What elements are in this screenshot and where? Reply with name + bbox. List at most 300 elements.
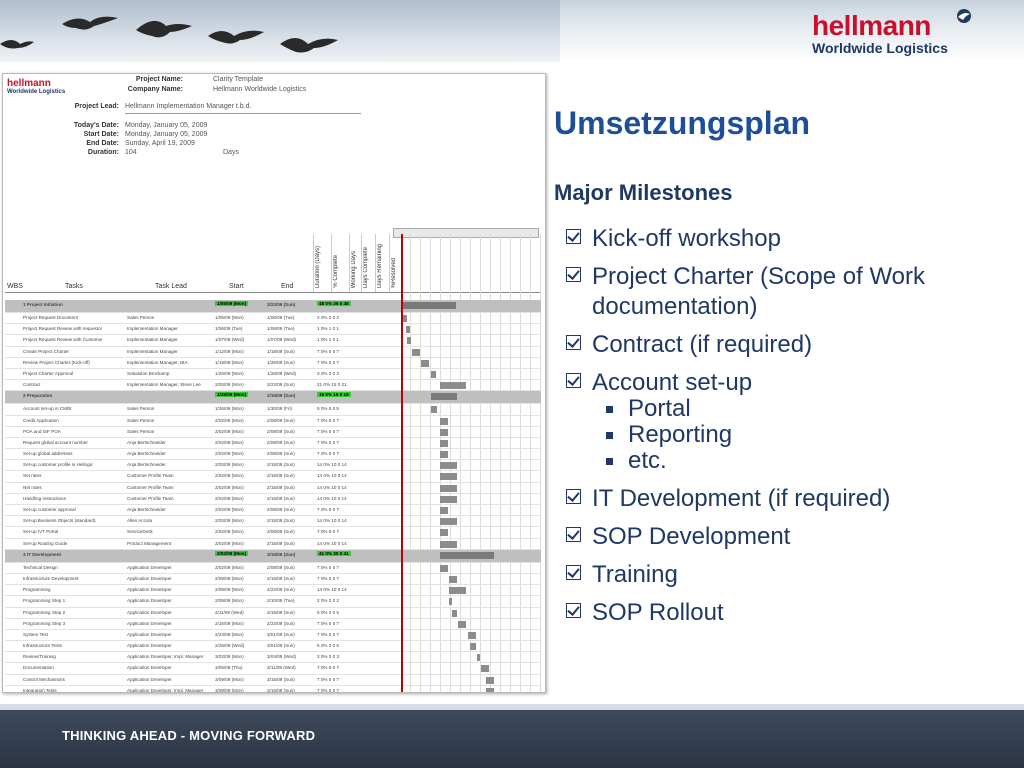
task-metrics: 14 0% 10 0 14	[317, 473, 347, 479]
logo-wordmark: hellmann	[812, 10, 931, 41]
task-lead: Sales Person	[127, 428, 155, 434]
task-start: 2/02/09 (Mon)	[215, 540, 244, 546]
task-row	[5, 460, 541, 471]
gantt-bar	[403, 315, 407, 322]
gantt-bar	[440, 552, 494, 559]
task-metrics: 19 0% 15 0 19	[319, 392, 349, 398]
task-metrics: 1 0% 1 0 1	[317, 337, 339, 343]
col-wbs: WBS	[7, 283, 23, 290]
task-metrics: 7 0% 5 0 7	[317, 631, 339, 637]
slide-title: Umsetzungsplan	[554, 105, 811, 141]
task-name: Net rates	[23, 484, 42, 490]
gantt-bar	[440, 529, 448, 536]
task-row	[5, 335, 541, 346]
col-resolved: %Resolved	[389, 234, 400, 292]
task-start: 2/02/09 (Mon)	[215, 529, 244, 535]
task-metrics: 41 0% 30 0 41	[319, 550, 349, 556]
task-row	[5, 516, 541, 527]
task-rows	[5, 300, 541, 693]
task-metrics: 7 0% 5 0 7	[317, 665, 339, 671]
col-tasks: Tasks	[65, 283, 83, 290]
task-row	[5, 630, 541, 641]
gantt-bar	[440, 418, 448, 425]
col-duration: Duration (Days)	[313, 234, 324, 292]
task-start: 1/07/09 (Wed)	[215, 337, 245, 343]
task-lead: Application Developer	[127, 631, 172, 637]
task-metrics: 7 0% 5 0 7	[317, 428, 339, 434]
task-end: 2/08/09 (Sun)	[267, 439, 295, 445]
task-metrics: 3 0% 3 0 3	[317, 654, 339, 660]
gantt-bar	[458, 621, 466, 628]
task-name: Project Request Review with Customer	[23, 337, 103, 343]
task-row	[5, 380, 541, 391]
project-name-label: Project Name:	[135, 76, 183, 83]
task-name: Set-up global addresses	[23, 451, 73, 457]
task-start: 1/12/09 (Mon)	[215, 348, 244, 354]
task-name: Project Charter Approval	[23, 370, 74, 376]
task-end: 2/08/09 (Sun)	[267, 451, 295, 457]
task-lead: Anja Bertschneider	[127, 462, 166, 468]
task-end: 2/22/09 (Sun)	[267, 620, 295, 626]
task-metrics: 7 0% 5 0 7	[317, 687, 339, 693]
task-end: 3/01/09 (Sun)	[267, 631, 295, 637]
col-pct-complete: % Complete	[331, 234, 342, 292]
task-start: 3/09/09 (Mon)	[215, 687, 244, 693]
task-metrics: 7 0% 5 0 7	[317, 417, 339, 423]
task-row	[5, 619, 541, 630]
task-name: Programming	[23, 587, 51, 593]
task-end: 2/15/09 (Sun)	[267, 473, 295, 479]
gantt-bar	[486, 688, 494, 693]
task-lead: Customer Profile Team	[127, 495, 174, 501]
gantt-bar	[449, 587, 466, 594]
todays-date-label: Today's Date:	[73, 122, 119, 129]
task-end: 3/01/09 (Sun)	[267, 643, 295, 649]
col-end: End	[281, 283, 294, 290]
task-metrics: 7 0% 5 0 7	[317, 439, 339, 445]
task-lead: ServiceDesk	[127, 529, 153, 535]
task-start: 1/06/09 (Tue)	[215, 326, 243, 332]
start-date-label: Start Date:	[83, 131, 119, 138]
task-name: Set-up IVT Portal	[23, 529, 59, 535]
footer-bar	[0, 710, 1024, 768]
gantt-bar	[440, 496, 457, 503]
checkbox-checked-icon	[566, 267, 581, 282]
task-name: System Test	[23, 631, 48, 637]
task-metrics: 48 0% 36 0 48	[319, 301, 349, 306]
task-lead: Application Developer	[127, 609, 172, 615]
task-name: Project Request Review with requestor	[23, 326, 103, 332]
task-name: Project Request Document	[23, 315, 78, 320]
gantt-bar	[440, 507, 448, 514]
task-end: 1/25/09 (Sun)	[267, 359, 295, 365]
task-start: 2/09/09 (Mon)	[215, 575, 244, 581]
square-bullet-icon	[606, 432, 613, 439]
task-row	[5, 652, 541, 663]
duration-label: Duration:	[87, 149, 119, 156]
task-lead: Anja Bertschneider	[127, 439, 166, 445]
task-start: 3/02/09 (Mon)	[215, 654, 244, 660]
checkbox-checked-icon	[566, 603, 581, 618]
task-end: 1/06/09 (Tue)	[267, 315, 295, 320]
today-marker-line	[401, 234, 403, 693]
task-lead: Customer Profile Team	[127, 473, 174, 479]
task-end: 1/30/09 (Fri)	[267, 406, 293, 412]
milestone-label: IT Development (if required)	[592, 485, 891, 512]
square-bullet-icon	[606, 406, 613, 413]
task-name: Contract	[23, 382, 41, 388]
gantt-bar	[406, 326, 410, 333]
gantt-bar	[431, 406, 438, 413]
task-metrics: 21 0% 15 0 21	[317, 382, 347, 388]
task-end: 2/22/09 (Sun)	[267, 302, 296, 307]
task-row	[5, 449, 541, 460]
task-end: 1/06/09 (Tue)	[267, 326, 295, 332]
task-row	[5, 527, 541, 538]
gantt-bar	[470, 643, 475, 650]
task-end: 2/15/09 (Sun)	[267, 575, 295, 581]
task-start: 2/02/09 (Mon)	[215, 462, 244, 468]
task-lead: Application Developer	[127, 665, 172, 671]
task-metrics: 14 0% 10 0 14	[317, 518, 347, 524]
task-metrics: 7 0% 5 0 7	[317, 359, 339, 365]
task-name: Technical Design	[23, 564, 58, 570]
task-metrics: 7 0% 5 0 7	[317, 529, 339, 535]
task-end: 2/22/09 (Sun)	[267, 382, 295, 388]
milestone-item	[566, 560, 1016, 590]
phase-row	[5, 391, 541, 404]
square-bullet-icon	[606, 458, 613, 465]
task-lead: Application Developer	[127, 620, 172, 626]
task-name: Review Project Charter (Kick-off)	[23, 359, 90, 365]
task-row	[5, 596, 541, 607]
goose-image	[134, 12, 194, 42]
col-task-lead: Task Lead	[155, 283, 187, 290]
task-row	[5, 641, 541, 652]
header-banner	[0, 0, 1024, 62]
checkbox-checked-icon	[566, 335, 581, 350]
gantt-bar	[412, 349, 420, 356]
task-start: 2/25/09 (Wed)	[215, 643, 245, 649]
task-row	[5, 539, 541, 550]
task-row	[5, 416, 541, 427]
phase-row	[5, 550, 541, 563]
col-working-days: Working Days	[349, 234, 360, 292]
task-lead: Application Developer, Impl. Manager	[127, 654, 204, 660]
milestone-subitem-label: etc.	[628, 447, 667, 474]
milestone-item	[566, 484, 1016, 514]
milestone-subitem	[566, 446, 1016, 476]
gantt-bar	[440, 462, 457, 469]
task-start: 1/19/09 (Mon)	[215, 359, 244, 365]
gantt-bar	[477, 654, 480, 661]
task-lead: Implementation Manager	[127, 337, 178, 343]
sky-banner-image	[0, 0, 560, 62]
goose-image	[60, 10, 120, 34]
task-end: 2/08/09 (Sun)	[267, 417, 295, 423]
task-row	[5, 608, 541, 619]
task-start: 2/02/09 (Mon)	[215, 484, 244, 490]
task-name: Programming Step 1	[23, 598, 66, 604]
task-row	[5, 438, 541, 449]
task-start: 1/05/09 (Mon)	[215, 315, 244, 320]
task-row	[5, 324, 541, 335]
task-lead: Implementation Manager, IBA	[127, 359, 188, 365]
checkbox-checked-icon	[566, 229, 581, 244]
milestone-label: Contract (if required)	[592, 331, 813, 358]
project-lead-label: Project Lead:	[74, 103, 119, 110]
goose-image	[0, 34, 34, 54]
task-start: 2/02/09 (Mon)	[215, 564, 244, 570]
task-start: 2/11/09 (Wed)	[215, 609, 244, 615]
task-row	[5, 347, 541, 358]
gantt-bar	[449, 598, 452, 605]
gantt-bar	[481, 665, 489, 672]
checkbox-checked-icon	[566, 527, 581, 542]
task-start: 2/02/09 (Mon)	[215, 473, 244, 479]
task-metrics: 14 0% 10 0 14	[317, 587, 347, 593]
checkbox-checked-icon	[566, 565, 581, 580]
col-days-complete: Days Complete	[361, 234, 372, 292]
task-metrics: 14 0% 10 0 14	[317, 540, 347, 546]
task-lead: Implementation Manager	[127, 326, 178, 332]
task-start: 2/09/09 (Mon)	[215, 598, 244, 604]
gantt-bar	[440, 382, 466, 389]
gantt-bar	[440, 451, 448, 458]
task-row	[5, 563, 541, 574]
task-start: 1/26/09 (Mon)	[217, 392, 247, 398]
milestone-sublist	[566, 394, 1016, 476]
checkbox-checked-icon	[566, 489, 581, 504]
task-start: 1/05/09 (Mon)	[217, 301, 247, 306]
task-end: 2/15/09 (Sun)	[267, 609, 295, 615]
task-metrics: 7 0% 5 0 7	[317, 575, 339, 581]
milestone-label: Project Charter (Scope of Work documentation)	[592, 263, 926, 320]
project-name-value: Clarity Template	[213, 76, 264, 83]
task-name: 3 IT Development	[23, 551, 62, 557]
task-metrics: 14 0% 10 0 14	[317, 484, 347, 490]
task-lead: Application Developer	[127, 575, 172, 581]
footer-tagline: THINKING AHEAD - MOVING FORWARD	[62, 728, 316, 743]
milestone-list	[566, 224, 1016, 636]
task-row	[5, 483, 541, 494]
company-name-value: Hellmann Worldwide Logistics	[213, 86, 307, 93]
start-date-value: Monday, January 05, 2009	[125, 131, 208, 138]
task-end: 1/18/09 (Sun)	[267, 348, 295, 354]
hellmann-logo	[808, 8, 1008, 58]
task-lead: Implementation Manager, Steve Lee	[127, 382, 201, 388]
milestone-item	[566, 522, 1016, 552]
gantt-bar	[421, 360, 429, 367]
gantt-bar	[440, 485, 457, 492]
milestone-label: SOP Development	[592, 523, 791, 550]
milestone-subitem-label: Portal	[628, 395, 691, 422]
task-metrics: 2 0% 2 0 2	[317, 598, 339, 604]
task-name: Control Mechanisms	[23, 676, 65, 682]
task-name: 1 Project Initiation	[23, 302, 63, 307]
milestone-subitem-label: Reporting	[628, 421, 733, 448]
gantt-bar	[452, 610, 457, 617]
company-name-label: Company Name:	[127, 86, 183, 93]
milestone-item	[566, 224, 1016, 254]
task-metrics: 14 0% 10 0 14	[317, 495, 347, 501]
gantt-bar	[486, 677, 494, 684]
task-end: 3/04/09 (Wed)	[267, 654, 297, 660]
task-name: Create Project Charter	[23, 348, 69, 354]
task-name: Account set-up in CM/B	[23, 406, 72, 412]
gantt-bar	[440, 440, 448, 447]
task-start: 2/09/09 (Mon)	[215, 587, 244, 593]
task-name: Review/Training	[23, 654, 56, 660]
task-end: 2/15/09 (Sun)	[267, 540, 295, 546]
task-start: 2/16/09 (Mon)	[215, 620, 244, 626]
task-lead: Sales Person	[127, 315, 155, 320]
gantt-bar	[407, 337, 411, 344]
task-start: 2/02/09 (Mon)	[215, 495, 244, 501]
gantt-bar	[440, 565, 448, 572]
task-end: 1/07/09 (Wed)	[267, 337, 297, 343]
project-lead-underline	[125, 113, 361, 114]
task-metrics: 3 0% 3 0 3	[317, 370, 339, 376]
task-metrics: 5 0% 5 0 5	[317, 406, 339, 412]
task-lead: Application Developer	[127, 643, 172, 649]
milestone-label: Account set-up	[592, 369, 753, 396]
task-end: 2/08/09 (Sun)	[267, 428, 295, 434]
milestone-label: SOP Rollout	[592, 599, 724, 626]
task-name: Handling Instructions	[23, 495, 66, 501]
task-name: POA and ISF POA	[23, 428, 61, 434]
task-name: 2 Preparation	[23, 393, 53, 399]
task-row	[5, 427, 541, 438]
task-metrics: 7 0% 5 0 7	[317, 676, 339, 682]
task-start: 2/02/09 (Mon)	[215, 439, 244, 445]
goose-image	[278, 28, 340, 56]
slide-subtitle: Major Milestones	[554, 180, 733, 205]
task-row	[5, 505, 541, 516]
task-row	[5, 471, 541, 482]
project-lead-value: Hellmann Implementation Manager t.b.d.	[125, 103, 252, 110]
task-end: 2/08/09 (Sun)	[267, 529, 295, 535]
task-metrics: 7 0% 5 0 7	[317, 507, 339, 512]
task-metrics: 7 0% 5 0 7	[317, 348, 339, 354]
milestone-item	[566, 598, 1016, 628]
task-end: 3/15/09 (Sun)	[267, 676, 295, 682]
phase-row	[5, 300, 541, 313]
task-row	[5, 313, 541, 324]
task-lead: Allen Accola	[127, 518, 153, 524]
task-end: 2/15/09 (Sun)	[267, 484, 295, 490]
task-metrics: 2 0% 2 0 2	[317, 315, 339, 320]
gantt-bar	[403, 302, 456, 309]
gantt-bar	[431, 393, 457, 400]
task-lead: Application Developer	[127, 676, 172, 682]
col-start: Start	[229, 283, 244, 290]
milestone-label: Training	[592, 561, 678, 588]
task-lead: Anja Bertschneider	[127, 507, 166, 512]
task-row	[5, 369, 541, 380]
task-end: 1/28/09 (Wed)	[267, 370, 297, 376]
task-start: 1/26/09 (Mon)	[215, 406, 244, 412]
task-metrics: 7 0% 5 0 7	[317, 451, 339, 457]
task-lead: Sebastian Brockamp	[127, 370, 170, 376]
gantt-bar	[468, 632, 476, 639]
end-date-value: Sunday, April 19, 2009	[125, 140, 195, 147]
task-lead: Product Management	[127, 540, 171, 546]
task-start: 3/05/09 (Thu)	[215, 665, 243, 671]
task-name: Request global account number	[23, 439, 88, 445]
task-metrics: 7 0% 5 0 7	[317, 620, 339, 626]
task-end: 3/11/09 (Wed)	[267, 665, 296, 671]
task-name: Infrastructure Tests	[23, 643, 62, 649]
task-name: Integration Tests	[23, 687, 57, 693]
task-row	[5, 686, 541, 693]
col-days-remaining: Days Remaining	[375, 234, 386, 292]
task-row	[5, 358, 541, 369]
gantt-bar	[440, 518, 457, 525]
task-start: 2/02/09 (Mon)	[215, 518, 244, 524]
task-start: 2/02/09 (Mon)	[215, 507, 244, 512]
task-lead: Anja Bertschneider	[127, 451, 166, 457]
task-name: Programming Step 2	[23, 609, 66, 615]
duration-unit: Days	[223, 149, 239, 156]
task-lead: Customer Profile Team	[127, 484, 174, 490]
task-end: 3/15/09 (Sun)	[267, 687, 295, 693]
task-end: 2/15/09 (Sun)	[267, 518, 295, 524]
gantt-bar	[440, 429, 448, 436]
task-end: 2/10/09 (Tue)	[267, 598, 295, 604]
task-row	[5, 663, 541, 674]
task-name: Credit Application	[23, 417, 59, 423]
milestone-item	[566, 262, 1016, 322]
task-start: 2/02/09 (Mon)	[215, 451, 244, 457]
end-date-label: End Date:	[86, 140, 119, 147]
task-row	[5, 675, 541, 686]
task-name: Set-up customer profile in Hellogic	[23, 462, 93, 468]
task-end: 2/08/09 (Sun)	[267, 564, 295, 570]
gantt-bar	[431, 371, 436, 378]
task-name: Set rates	[23, 473, 42, 479]
task-start: 2/02/09 (Mon)	[217, 550, 247, 556]
task-row	[5, 574, 541, 585]
task-end: 2/15/09 (Sun)	[267, 393, 296, 399]
gantt-bar	[440, 473, 457, 480]
task-end: 2/22/09 (Sun)	[267, 587, 295, 593]
task-lead: Application Developer, Impl. Manager	[127, 687, 204, 693]
bird-logo-icon	[954, 8, 974, 24]
task-lead: Application Developer	[127, 564, 172, 570]
task-metrics: 7 0% 5 0 7	[317, 564, 339, 570]
duration-value: 104	[125, 149, 137, 156]
task-start: 1/26/09 (Mon)	[215, 370, 244, 376]
milestone-label: Kick-off workshop	[592, 225, 781, 252]
project-plan-spreadsheet	[2, 73, 546, 693]
task-start: 2/02/09 (Mon)	[215, 417, 244, 423]
task-metrics: 5 0% 3 0 5	[317, 609, 339, 615]
task-lead: Application Developer	[127, 598, 172, 604]
task-lead: Application Developer	[127, 587, 172, 593]
task-metrics: 5 0% 3 0 5	[317, 643, 339, 649]
task-lead: Implementation Manager	[127, 348, 178, 354]
task-name: Set-up Routing Guide	[23, 540, 68, 546]
task-name: Set-up customer approval	[23, 507, 76, 512]
task-row	[5, 404, 541, 415]
task-end: 3/15/09 (Sun)	[267, 551, 296, 557]
task-start: 2/02/09 (Mon)	[215, 382, 244, 388]
spreadsheet-logo: hellmann Worldwide Logistics	[7, 78, 66, 95]
todays-date-value: Monday, January 05, 2009	[125, 122, 208, 129]
task-start: 3/09/09 (Mon)	[215, 676, 244, 682]
task-end: 2/15/09 (Sun)	[267, 462, 295, 468]
